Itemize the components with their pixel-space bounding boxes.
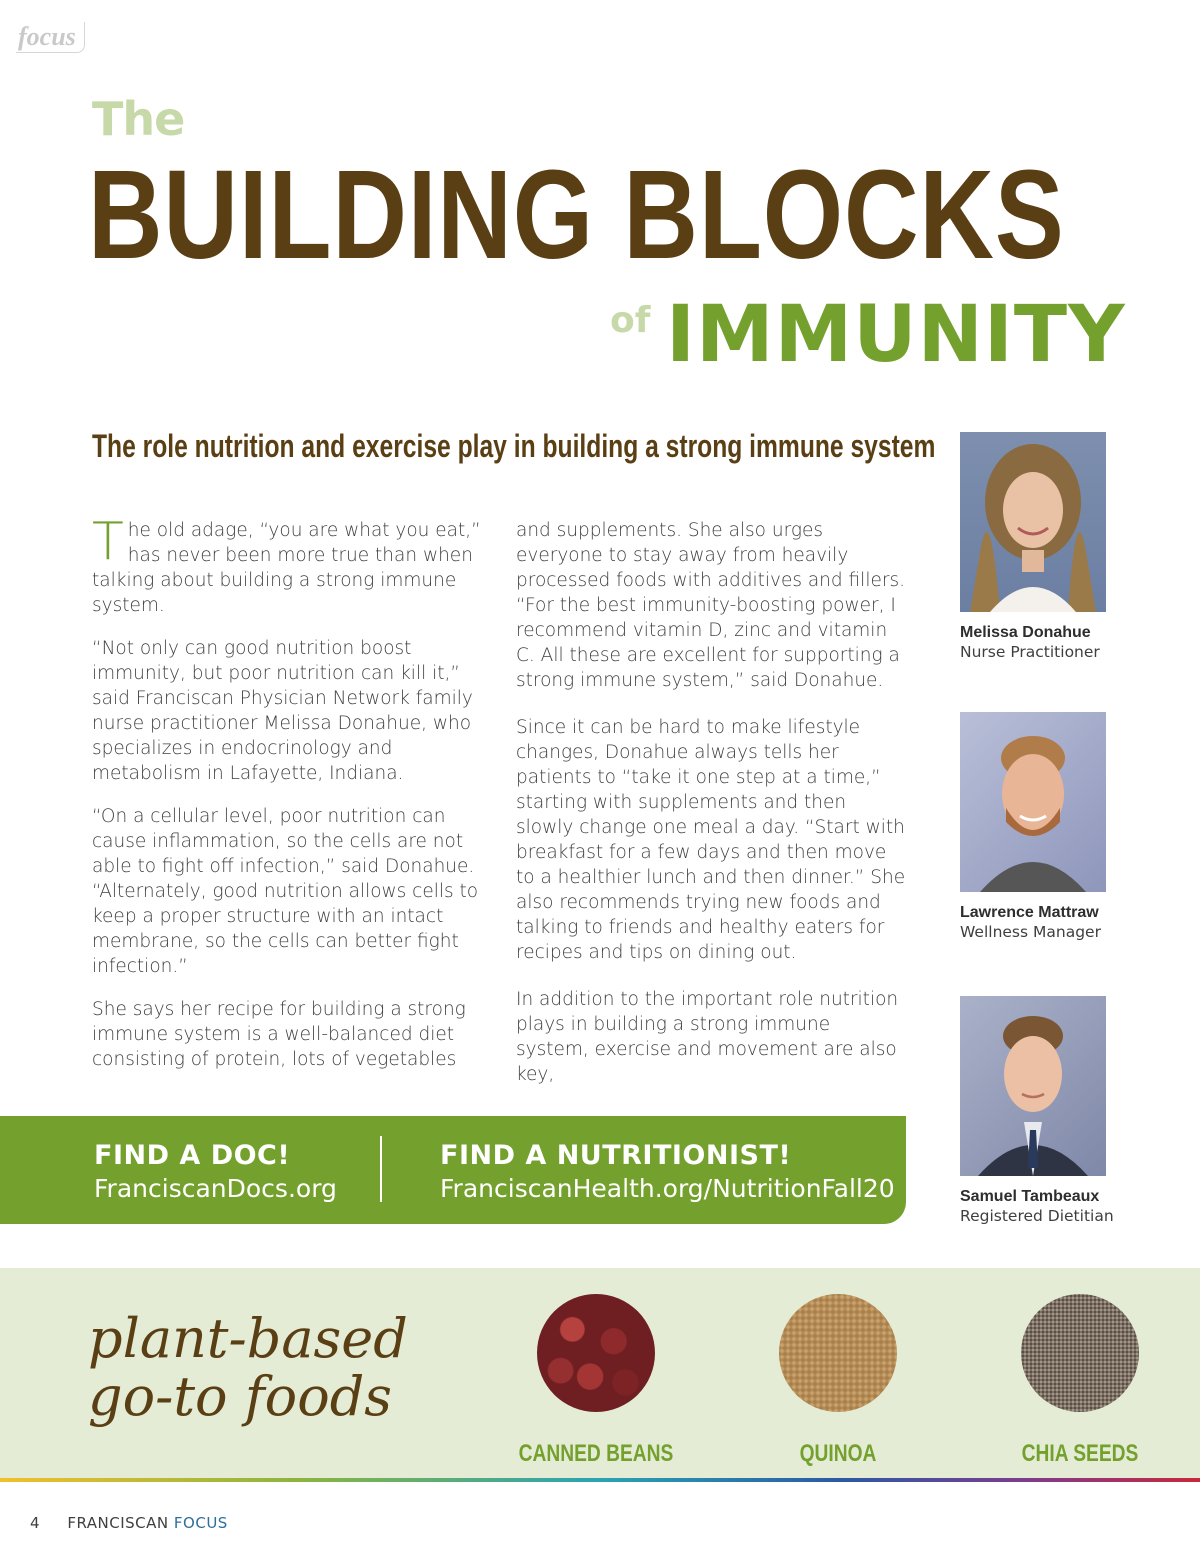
food-item: [496, 1294, 696, 1468]
person-name: Lawrence Mattraw: [960, 904, 1099, 921]
rainbow-divider: [0, 1478, 1200, 1482]
page-title: BUILDING BLOCKS: [88, 144, 1065, 285]
publication-name: FRANCISCAN: [67, 1514, 169, 1532]
person-role: Registered Dietitian: [960, 1207, 1114, 1225]
food-label: CHIA SEEDS: [1021, 1440, 1139, 1467]
find-banner: [0, 1116, 906, 1224]
paragraph: “On a cellular level, poor nutrition can cause inflammation, so the cells are not able to fight off infection,” said Donahue. “Alternately, good nutrition allows cells to keep a proper structure with an intact membrane, so the cells can better fight infection.”: [92, 806, 479, 977]
title-the: The: [92, 92, 185, 146]
portrait-image: [960, 996, 1106, 1176]
page-footer: [30, 1514, 228, 1532]
find-doc-heading: FIND A DOC!: [94, 1140, 291, 1171]
person-role: Wellness Manager: [960, 923, 1101, 941]
person-card: [960, 712, 1120, 942]
plant-foods-panel: [0, 1268, 1200, 1478]
paragraph: “Not only can good nutrition boost immunity, but poor nutrition can kill it,” said Franciscan Physician Network family nurse practitioner Melissa Donahue, who specializes in endocrinology and metabolism in Lafayette, Indiana.: [92, 638, 473, 784]
find-doc-block: [94, 1140, 337, 1206]
food-label: CANNED BEANS: [518, 1440, 674, 1467]
quinoa-image: [779, 1294, 897, 1412]
person-name: Samuel Tambeaux: [960, 1188, 1100, 1205]
article-subhead: The role nutrition and exercise play in building a strong immune system: [92, 428, 936, 464]
person-role: Nurse Practitioner: [960, 643, 1100, 661]
title-immunity: IMMUNITY: [666, 290, 1126, 380]
portrait-image: [960, 712, 1106, 892]
food-item: [980, 1294, 1180, 1468]
paragraph: Since it can be hard to make lifestyle changes, Donahue always tells her patients to “take it one step at a time,” starting with supplements and then slowly change one meal a day. “Start with breakfast for a few days and then move to a healthier lunch and then dinner.” She also recommends trying new foods and talking to friends and healthy eaters for recipes and tips on dining out.: [516, 717, 906, 963]
food-label: QUINOA: [799, 1440, 877, 1467]
foods-title-line: plant-based: [88, 1307, 408, 1370]
find-nutritionist-block: [440, 1140, 895, 1206]
foods-title-line: go-to foods: [88, 1365, 392, 1428]
title-of: of: [610, 300, 651, 341]
publication-accent: FOCUS: [173, 1514, 228, 1532]
person-name: Melissa Donahue: [960, 624, 1091, 641]
person-photo: [960, 432, 1106, 612]
paragraph-text: he old adage, “you are what you eat,” has never been more true than when talking about building a strong immune system.: [92, 520, 481, 616]
person-card: [960, 996, 1120, 1226]
food-item: [738, 1294, 938, 1468]
find-doc-link[interactable]: FranciscanDocs.org: [94, 1174, 337, 1203]
banner-divider: [380, 1136, 382, 1202]
person-card: [960, 432, 1120, 662]
person-photo: [960, 996, 1106, 1176]
paragraph: and supplements. She also urges everyone to stay away from heavily processed foods with additives and fillers. “For the best immunity-boosting power, I recommend vitamin D, zinc and vitamin C. All these are excellent for supporting a strong immune system,” said Donahue.: [516, 520, 905, 691]
paragraph: [92, 512, 482, 618]
foods-title: [88, 1307, 408, 1428]
focus-logo: focus: [16, 22, 85, 53]
page-number: 4: [30, 1514, 41, 1532]
drop-cap: T: [92, 512, 124, 572]
find-nutritionist-link[interactable]: FranciscanHealth.org/NutritionFall20: [440, 1174, 895, 1203]
article-column-right: [516, 518, 906, 1105]
article-column-left: [92, 512, 482, 1090]
canned-beans-image: [537, 1294, 655, 1412]
paragraph: In addition to the important role nutrition plays in building a strong immune system, exercise and movement are also key,: [516, 989, 899, 1085]
chia-seeds-image: [1021, 1294, 1139, 1412]
paragraph: She says her recipe for building a strong immune system is a well-balanced diet consisting of protein, lots of vegetables: [92, 999, 466, 1070]
find-nutritionist-heading: FIND A NUTRITIONIST!: [440, 1140, 792, 1171]
person-photo: [960, 712, 1106, 892]
portrait-image: [960, 432, 1106, 612]
